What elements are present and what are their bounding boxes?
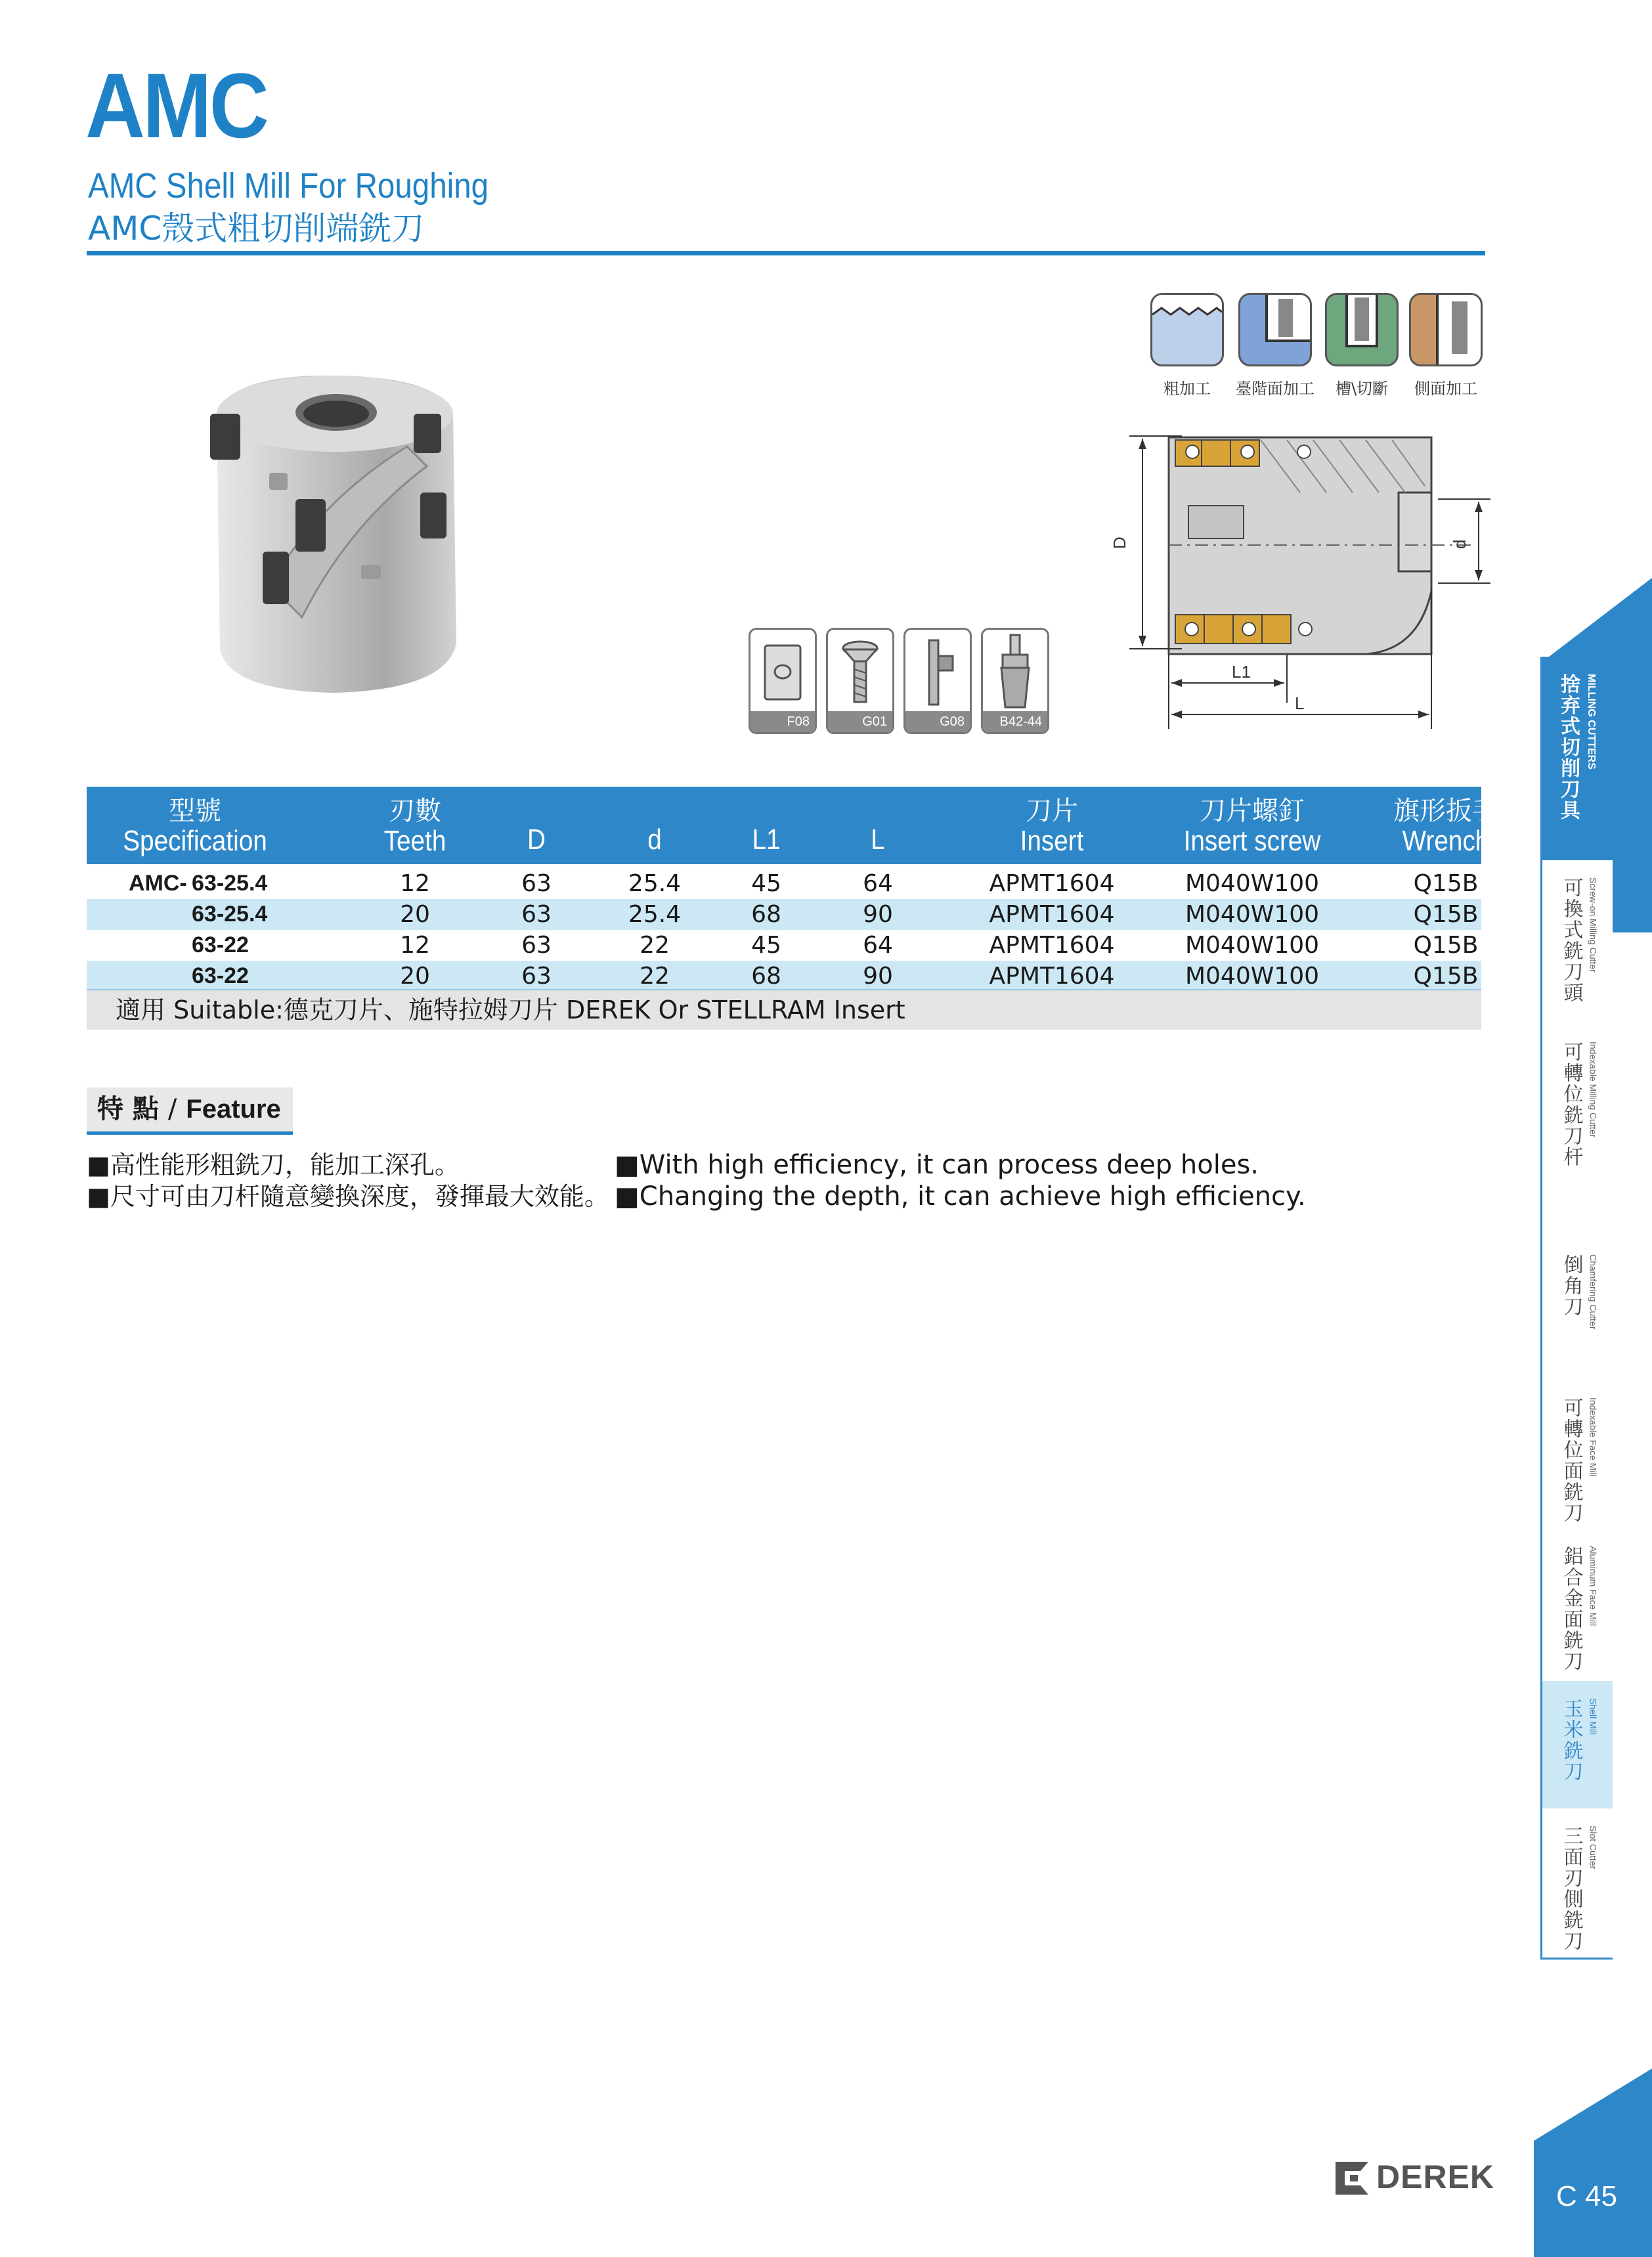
accessory-code-G01: G01: [828, 711, 892, 732]
table-row: 63-22 12 63 22 45 64 APMT1604 M040W100 Q15B: [192, 932, 1479, 959]
table-row: 63-25.4 12 63 25.4 45 64 APMT1604 M040W100 Q15B: [192, 870, 1479, 897]
dim-D-label: D: [1110, 537, 1129, 549]
page-title: AMC: [85, 54, 267, 157]
side-nav-chamfering[interactable]: 倒角刀 Chamfering Cutter: [1540, 1237, 1613, 1383]
header-D: D: [527, 823, 546, 856]
page-number: C 45: [1556, 2180, 1617, 2212]
feature-heading: 特 點 / Feature: [87, 1087, 293, 1135]
insert-icon: [750, 630, 815, 714]
table-row: 63-25.4 20 63 25.4 68 90 APMT1604 M040W100 Q15B: [87, 899, 1481, 930]
title-divider: [87, 251, 1485, 255]
header-L1: L1: [752, 823, 781, 856]
header-teeth: 刃數 Teeth: [383, 796, 446, 857]
side-nav-screw-on[interactable]: 可換式銑刀頭 Screw-on Milling Cutter: [1540, 860, 1613, 1028]
model-prefix: AMC-: [129, 871, 187, 896]
accessory-wrench: [903, 628, 972, 734]
accessory-screw: [826, 628, 894, 734]
feature-item-en-2: ■Changing the depth, it can achieve high efficiency.: [615, 1181, 1306, 1212]
slotting-icon: [1325, 293, 1399, 366]
accessory-insert: [749, 628, 817, 734]
header-wrench: 旗形扳手 Wrench: [1393, 796, 1498, 857]
technical-drawing: [1103, 420, 1497, 729]
machining-label-slotting: 槽\切斷: [1335, 380, 1389, 398]
suitable-note: 適用 Suitable:德克刀片、施特拉姆刀片 DEREK Or STELLRAM Insert: [87, 990, 1481, 1030]
side-nav-shell-mill[interactable]: 玉米銑刀 Shell Mill: [1540, 1681, 1613, 1811]
side-nav-corner: [1540, 578, 1652, 663]
side-nav-indexable-cutter[interactable]: 可轉位銑刀杆 Indexable Milling Cutter: [1540, 1024, 1613, 1240]
brand-name: DEREK: [1376, 2158, 1495, 2195]
header-L: L: [871, 823, 885, 856]
accessory-code-G08: G08: [905, 711, 970, 732]
side-nav-slot-cutter[interactable]: 三面刃側銑刀 Slot Cutter: [1540, 1808, 1613, 1960]
dim-L1-label: L1: [1232, 662, 1251, 682]
header-insert: 刀片 Insert: [1020, 796, 1084, 857]
feature-item-zh-2: ■尺寸可由刀杆隨意變換深度，發揮最大效能。: [87, 1182, 609, 1211]
side-nav-indexable-face-mill[interactable]: 可轉位面銑刀 Indexable Face Mill: [1540, 1380, 1613, 1531]
machining-label-side: 側面加工: [1414, 380, 1477, 398]
derek-logo-icon: [1336, 2162, 1368, 2195]
subtitle-zh: AMC殼式粗切削端銑刀: [88, 209, 425, 248]
side-nav-milling-cutters[interactable]: 捨弃式切削刀具 MILLING CUTTERS: [1540, 657, 1652, 932]
feature-item-zh-1: ■高性能形粗銑刀，能加工深孔。: [87, 1150, 460, 1179]
accessory-code-B42-44: B42-44: [983, 711, 1047, 732]
spec-table-header: [87, 787, 1498, 864]
product-photo: [190, 368, 479, 703]
dim-d-label: d: [1450, 539, 1469, 549]
shoulder-milling-icon: [1238, 293, 1312, 366]
page-number-tab: [1534, 2069, 1652, 2257]
subtitle-en: AMC Shell Mill For Roughing: [88, 166, 489, 206]
accessory-arbor: [981, 628, 1049, 734]
machining-label-shoulder: 臺階面加工: [1236, 380, 1315, 398]
table-row: 63-22 20 63 22 68 90 APMT1604 M040W100 Q15B: [87, 961, 1481, 992]
roughing-icon: [1150, 293, 1224, 366]
accessory-code-F08: F08: [750, 711, 815, 732]
arbor-icon: [983, 630, 1047, 714]
header-specification: 型號 Specification: [123, 796, 267, 857]
side-milling-icon: [1409, 293, 1483, 366]
feature-item-en-1: ■With high efficiency, it can process deep holes.: [615, 1150, 1259, 1180]
header-insert-screw: 刀片螺釘 Insert screw: [1183, 796, 1321, 857]
dim-L-label: L: [1295, 693, 1305, 713]
wrench-icon: [905, 630, 970, 714]
side-nav-aluminum-face-mill[interactable]: 鋁合金面銑刀 Aluminum Face Mill: [1540, 1529, 1613, 1684]
machining-label-roughing: 粗加工: [1163, 380, 1211, 398]
screw-icon: [828, 630, 892, 714]
header-d: d: [647, 823, 662, 856]
